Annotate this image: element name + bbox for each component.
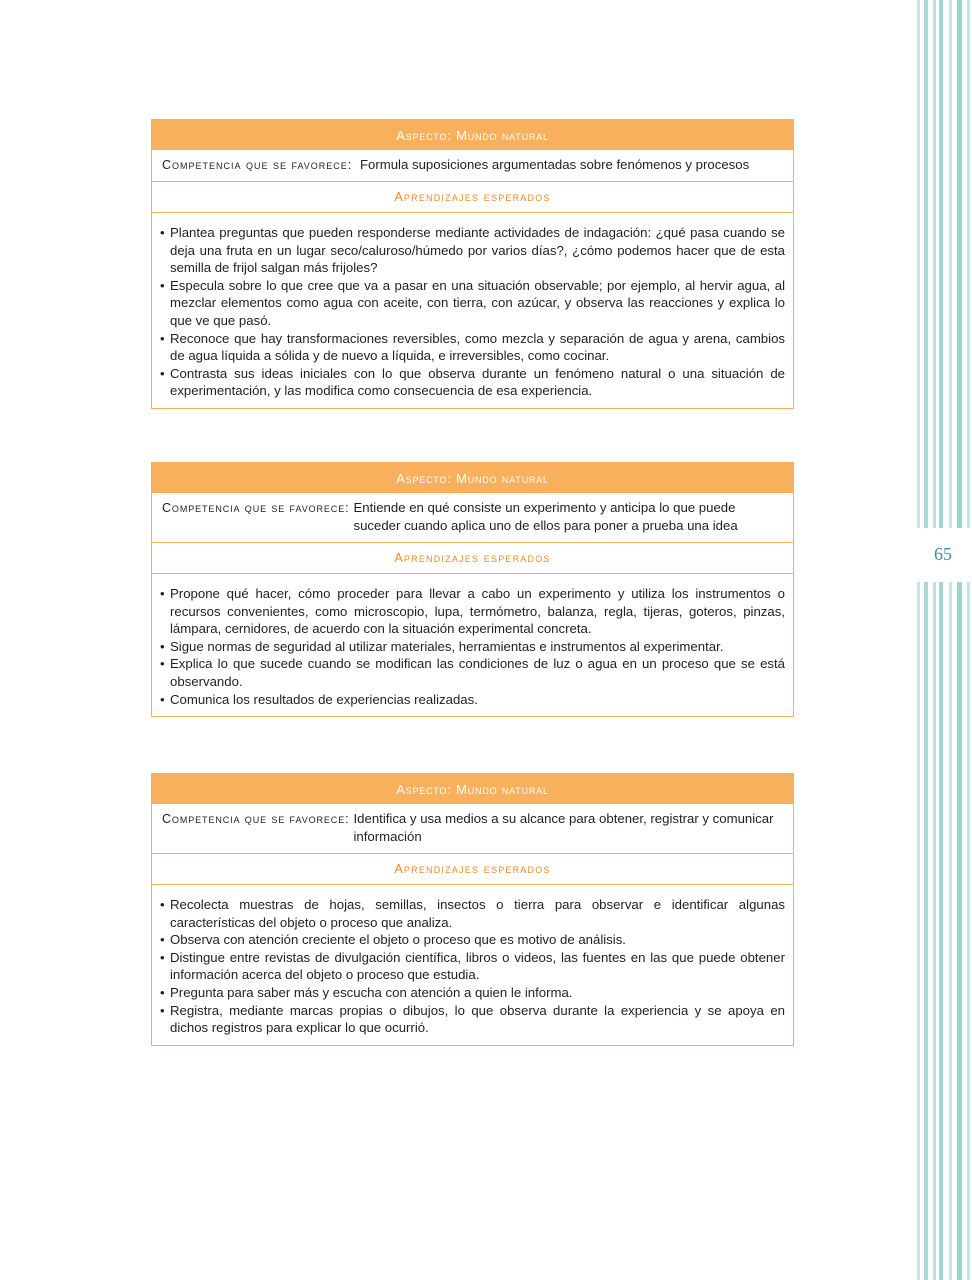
list-item: • Distingue entre revistas de divulgación científica, libros o videos, las fuentes en las que puede obtener información acerca del objeto o proceso que estudia. — [160, 949, 785, 984]
list-item: • Pregunta para saber más y escucha con atención a quien le informa. — [160, 984, 785, 1002]
competency-row — [152, 804, 793, 854]
learning-list — [152, 213, 793, 408]
competency-label: Competencia que se favorece: — [162, 158, 353, 172]
list-item: • Observa con atención creciente el objeto o proceso que es motivo de análisis. — [160, 931, 785, 949]
stripe — [949, 0, 952, 1280]
learning-list — [152, 885, 793, 1045]
side-stripes-decoration — [914, 0, 972, 1280]
competency-text: Entiende en qué consiste un experimento y anticipa lo que puede suceder cuando aplica uno de ellos para poner a prueba una idea — [353, 500, 738, 533]
list-item: • Propone qué hacer, cómo proceder para llevar a cabo un experimento y utiliza los instrumentos o recursos convenientes, como microscopio, lupa, termómetro, balanza, regla, tijeras, goteros, pinzas, lámpara, cernidores, de acuerdo con la situación experimental concreta. — [160, 585, 785, 638]
competency-block-3 — [151, 773, 794, 1046]
list-item: • Explica lo que sucede cuando se modifican las condiciones de luz o agua en un proceso que se está observando. — [160, 655, 785, 690]
list-item: • Reconoce que hay transformaciones reversibles, como mezcla y separación de agua y arena, cambios de agua líquida a sólida y de nuevo a líquida, e irreversibles, como cocinar. — [160, 330, 785, 365]
list-item: • Plantea preguntas que pueden responderse mediante actividades de indagación: ¿qué pasa cuando se deja una fruta en un lugar seco/caluroso/húmedo por varios días?, ¿cómo podemos hacer que de esta semilla de frijol salgan más frijoles? — [160, 224, 785, 277]
aspect-header: Aspecto: Mundo natural — [152, 120, 793, 150]
list-item: • Especula sobre lo que cree que va a pasar en una situación observable; por ejemplo, al hervir agua, al mezclar elementos como agua con aceite, con tierra, con azúcar, y observa las reacciones y explica lo que ve que pasó. — [160, 277, 785, 330]
list-item: • Registra, mediante marcas propias o dibujos, lo que observa durante la experiencia y se apoya en dichos registros para explicar lo que ocurrió. — [160, 1002, 785, 1037]
list-item: • Contrasta sus ideas iniciales con lo que observa durante un fenómeno natural o una situación de experimentación, y las modifica como consecuencia de esa experiencia. — [160, 365, 785, 400]
learning-header: Aprendizajes esperados — [152, 854, 793, 885]
stripe — [967, 0, 970, 1280]
competency-row — [152, 493, 793, 543]
competency-row — [152, 150, 793, 182]
aspect-header: Aspecto: Mundo natural — [152, 463, 793, 493]
competency-text: Identifica y usa medios a su alcance para obtener, registrar y comunicar información — [353, 811, 774, 844]
competency-text: Formula suposiciones argumentadas sobre fenómenos y procesos — [359, 157, 750, 172]
aspect-header: Aspecto: Mundo natural — [152, 774, 793, 804]
learning-header: Aprendizajes esperados — [152, 182, 793, 213]
list-item: • Sigue normas de seguridad al utilizar materiales, herramientas e instrumentos al experimentar. — [160, 638, 785, 656]
stripe — [933, 0, 936, 1280]
competency-block-2 — [151, 462, 794, 717]
learning-list — [152, 574, 793, 716]
page-number: 65 — [934, 544, 952, 564]
list-item: • Comunica los resultados de experiencias realizadas. — [160, 691, 785, 709]
stripe — [957, 0, 962, 1280]
learning-header: Aprendizajes esperados — [152, 543, 793, 574]
list-item: • Recolecta muestras de hojas, semillas, insectos o tierra para observar e identificar algunas características del objeto o proceso que analiza. — [160, 896, 785, 931]
stripe — [917, 0, 920, 1280]
competency-label: Competencia que se favorece: — [162, 812, 350, 826]
stripe — [924, 0, 928, 1280]
competency-block-1 — [151, 119, 794, 409]
stripe — [939, 0, 943, 1280]
competency-label: Competencia que se favorece: — [162, 501, 350, 515]
